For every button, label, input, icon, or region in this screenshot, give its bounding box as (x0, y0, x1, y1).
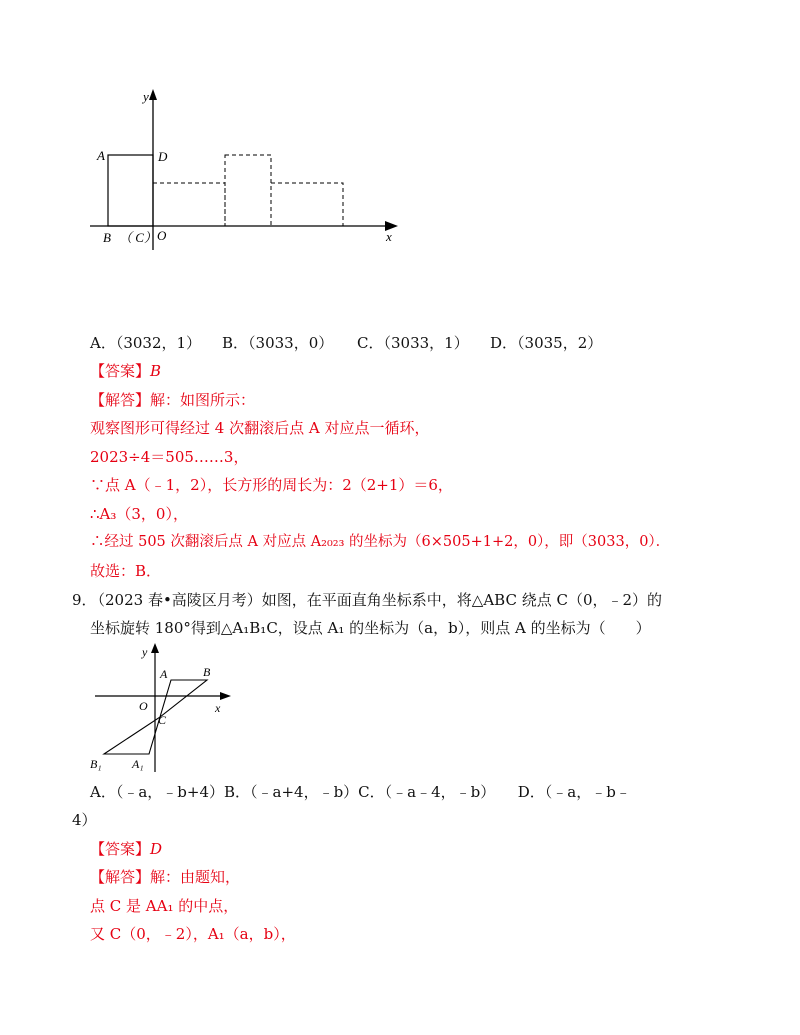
label-x: x (215, 701, 221, 715)
solution-tag: 【解答】 (90, 391, 151, 409)
triangle-abc (160, 680, 207, 717)
label-O: O (157, 228, 167, 243)
label-C: （ C） (119, 230, 157, 245)
q8-option-d: D．（3035，2） (490, 334, 603, 352)
q9-options-line-2: 4） (72, 811, 97, 829)
solution-intro-text: 解：如图所示： (150, 391, 256, 409)
q9-solution-line-1: 点 C 是 AA₁ 的中点， (90, 897, 239, 915)
y-axis-arrow (151, 643, 159, 653)
q9-answer (90, 839, 162, 859)
q9-stem-line-1: （2023 春•高陵区月考）如图，在平面直角坐标系中，将△ABC 绕点 C（0，﹣2）的 (90, 591, 663, 609)
label-A: A (97, 148, 105, 163)
dashed-rect-2 (225, 155, 271, 226)
q8-option-c: C．（3033，1） (357, 334, 469, 352)
label-A1: A₁ (132, 757, 144, 771)
figure-rolling-rectangle (80, 85, 410, 255)
label-C: C (158, 713, 167, 727)
label-B: B (203, 665, 211, 679)
solution-intro-text: 解：由题知， (150, 868, 241, 886)
q8-solution-intro (90, 390, 255, 410)
answer-value: B (150, 362, 162, 380)
q8-solution-line-6: 故选：B． (90, 562, 162, 580)
answer-tag: 【答案】 (90, 840, 151, 858)
answer-tag: 【答案】 (90, 362, 151, 380)
rectangle-abcd (108, 155, 153, 226)
label-y: y (142, 645, 148, 659)
x-axis-arrow (220, 692, 231, 700)
q9-solution-line-2: 又 C（0，﹣2），A₁（a，b）， (90, 925, 296, 943)
solution-tag: 【解答】 (90, 868, 151, 886)
q8-answer (90, 361, 161, 381)
dashed-rect-1 (153, 183, 225, 226)
label-O: O (139, 699, 148, 713)
label-A: A (160, 667, 168, 681)
figure-triangle-rotation (85, 640, 245, 775)
q9-options-line-1: A．（﹣a，﹣b+4）B．（﹣a+4，﹣b）C．（﹣a﹣4，﹣b） D．（﹣a，﹣b﹣ (90, 783, 631, 801)
q9-solution-intro (90, 867, 240, 887)
q8-solution-line-1: 观察图形可得经过 4 次翻滚后点 A 对应点一循环， (90, 419, 430, 437)
y-axis-arrow (149, 89, 157, 100)
q8-solution-line-4: ∴A₃（3，0）， (90, 505, 188, 523)
label-y: y (143, 89, 149, 104)
answer-value: D (150, 840, 163, 858)
dashed-rect-3 (271, 183, 343, 226)
q8-solution-line-5: ∴经过 505 次翻滚后点 A 对应点 A₂₀₂₃ 的坐标为（6×505+1+2，0），即（3033，0）． (90, 534, 671, 550)
q8-solution-line-2: 2023÷4＝505……3， (90, 448, 249, 466)
label-B1: B₁ (90, 757, 102, 771)
label-B: B (103, 230, 111, 245)
q8-option-a: A．（3032，1） (90, 334, 202, 352)
q9-stem-line-2: 坐标旋转 180°得到△A₁B₁C，设点 A₁ 的坐标为（a，b），则点 A 的坐标为（ ） (90, 619, 651, 637)
label-x: x (386, 229, 392, 244)
triangle-a1b1c (104, 717, 160, 754)
label-D: D (158, 149, 168, 164)
q8-solution-line-3: ∵点 A（﹣1，2），长方形的周长为：2（2+1）＝6， (90, 476, 453, 494)
q8-option-b: B．（3033，0） (222, 334, 334, 352)
q9-number: 9． (72, 591, 97, 609)
